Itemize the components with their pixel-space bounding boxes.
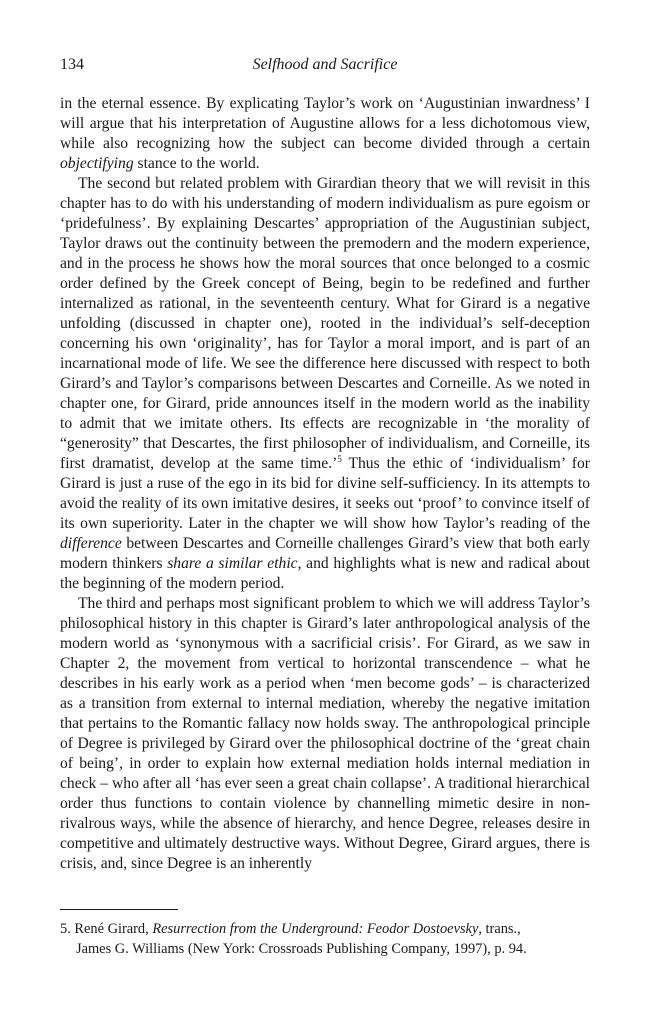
page-header [60, 56, 590, 78]
footnote-title: Resurrection from the Underground: Feodor Dostoevsky [152, 921, 479, 937]
footnote-line-1 [60, 919, 590, 939]
page-number: 134 [60, 56, 84, 73]
text-run: stance to the world. [133, 155, 260, 172]
text-run: in the eternal essence. By explicating Taylor’s work on ‘Augustinian inwardness’ I will argue that his interpretation of Augustine allows for a less dichotomous view, while also recognizing how the subject can become divided through a certain [60, 95, 590, 152]
paragraph-3: The third and perhaps most significant problem to which we will address Taylor’s philosophical history in this chapter is Girard’s later anthropological analysis of the modern world as ‘synonymous with a sacrificial crisis’. For Girard, as we saw in Chapter 2, the movement from vertical to horizontal transcendence – what he describes in his early work as a period when ‘men become gods’ – is characterized as a transition from external to internal mediation, whereby the negative imitation that pertains to the Romantic fallacy now holds sway. The anthropological principle of Degree is privileged by Girard over the philosophical doctrine of the ‘great chain of being’, in order to explain how external mediation holds internal mediation in check – who after all ‘has ever seen a great chain collapse’. A traditional hierarchical order thus functions to contain violence by channelling mimetic desire in non-rivalrous ways, while the absence of hierarchy, and hence Degree, releases desire in competitive and ultimately destructive ways. Without Degree, Girard argues, there is crisis, and, since Degree is an inherently [60, 595, 590, 872]
footnote-after-title: , trans., [478, 921, 521, 937]
body-text [60, 94, 590, 874]
footnote [60, 919, 590, 959]
footnote-ref: 5 [337, 453, 342, 464]
text-run: The second but related problem with Girardian theory that we will revisit in this chapter has to do with his understanding of modern individualism as pure egoism or ‘pridefulness’. By explaining Descartes’ appropriation of the Augustinian subject, Taylor draws out the continuity between the premodern and the modern experience, and in the process he shows how the moral sources that once belonged to a cosmic order defined by the Greek concept of Being, begin to be redefined and further internalized as rational, in the seventeenth century. What for Girard is a negative unfolding (discussed in chapter one), rooted in the individual’s self-deception concerning his own ‘originality’, has for Taylor a moral import, and is part of an incarnational mode of life. We see the difference here discussed with respect to both Girard’s and Taylor’s comparisons between Descartes and Corneille. As we noted in chapter one, for Girard, pride announces itself in the modern world as the inability to admit that we imitate others. Its effects are recognizable in ‘the morality of “generosity” that Descartes, the first philosopher of individualism, and Corneille, its first dramatist, develop at the same time.’ [60, 175, 590, 472]
footnote-divider [60, 909, 178, 910]
text-run: , and highlights what is new and radical about the beginning of the modern period. [60, 555, 591, 592]
emphasis: share a similar ethic [167, 555, 298, 572]
emphasis: difference [60, 535, 122, 552]
paragraph-1 [60, 94, 590, 174]
paragraph-2 [60, 174, 590, 594]
footnote-line-2: James G. Williams (New York: Crossroads Publishing Company, 1997), p. 94. [76, 941, 527, 957]
text-run: between Descartes and Corneille challenges Girard’s view that both early modern thinkers [60, 535, 590, 572]
emphasis: objectifying [60, 155, 134, 172]
running-title: Selfhood and Sacrifice [252, 56, 398, 73]
footnote-author: René Girard, [74, 921, 149, 937]
footnote-number: 5. [60, 921, 71, 937]
text-run: Thus the ethic of ‘individualism’ for Girard is just a ruse of the ego in its bid for divine self-sufficiency. In its attempts to avoid the reality of its own imitative desires, it seeks out ‘proof’ to convince itself of its own superiority. Later in the chapter we will show how Taylor’s reading of the [60, 455, 590, 532]
